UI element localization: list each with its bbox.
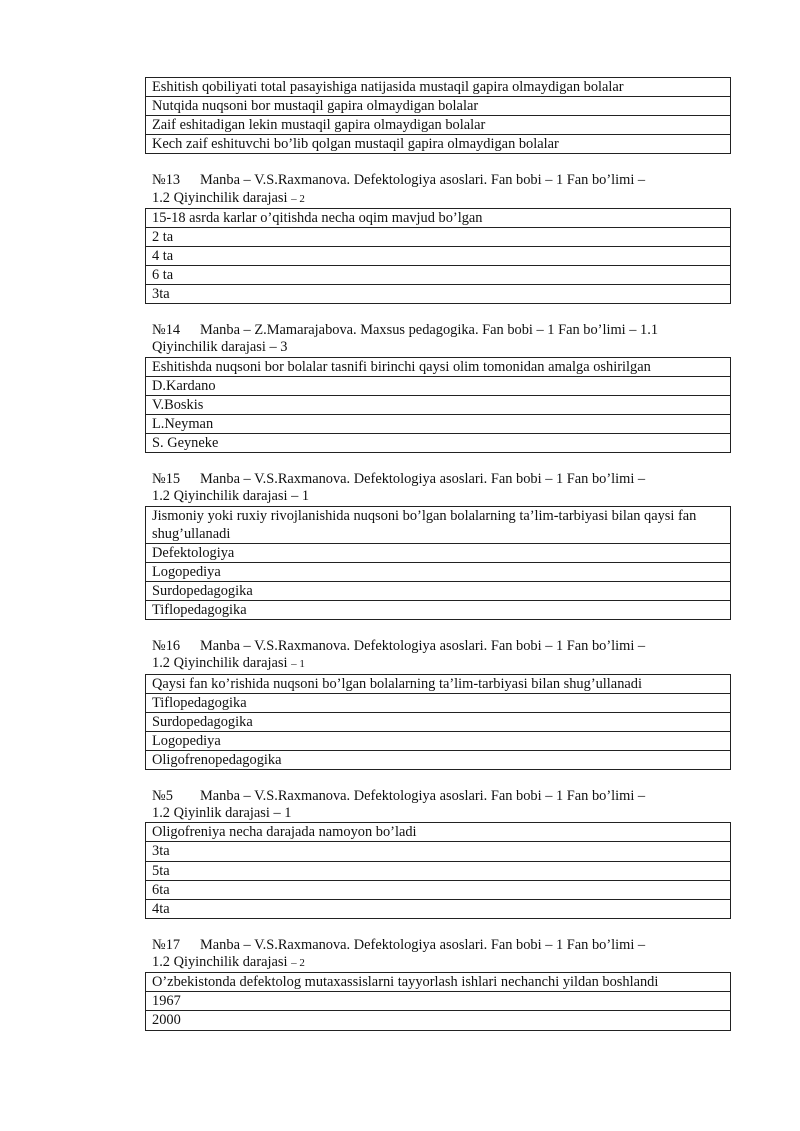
option-cell: L.Neyman: [146, 414, 731, 433]
question-table: [145, 506, 731, 621]
table-row: [146, 285, 731, 304]
table-row: [146, 581, 731, 600]
question-number: №14: [152, 322, 181, 339]
option-cell: 6 ta: [146, 266, 731, 285]
question-source: Manba – V.S.Raxmanova. Defektologiya asoslari. Fan bobi – 1 Fan bo’limi –: [200, 936, 646, 953]
option-cell: 2 ta: [146, 227, 731, 246]
option-cell: 3ta: [146, 842, 731, 861]
table-row: [146, 712, 731, 731]
question-header: [145, 172, 731, 207]
option-cell: Tiflopedagogika: [146, 601, 731, 620]
question-header: [145, 788, 731, 822]
question-table: [145, 674, 731, 770]
difficulty-level: – 2: [291, 957, 305, 970]
question-source-line2: 1.2 Qiyinchilik darajasi: [152, 655, 288, 672]
table-row: [146, 414, 731, 433]
option-cell: Surdopedagogika: [146, 712, 731, 731]
table-row: [146, 823, 731, 842]
table-row: [146, 543, 731, 562]
question-table: [145, 208, 731, 304]
question-header: [145, 322, 731, 356]
option-cell: Defektologiya: [146, 543, 731, 562]
question-text: O’zbekistonda defektolog mutaxassislarni tayyorlash ishlari nechanchi yildan boshlandi: [146, 973, 731, 992]
question-number: №16: [152, 638, 181, 655]
answer-table-continued: [145, 77, 731, 154]
option-cell: Kech zaif eshituvchi bo’lib qolgan mustaqil gapira olmaydigan bolalar: [146, 135, 731, 154]
table-row: [146, 227, 731, 246]
question-header: [145, 638, 731, 673]
table-row: [146, 899, 731, 918]
option-cell: Tiflopedagogika: [146, 693, 731, 712]
table-row: [146, 693, 731, 712]
option-cell: 2000: [146, 1011, 731, 1030]
option-cell: Logopediya: [146, 562, 731, 581]
table-row: [146, 880, 731, 899]
question-table: [145, 972, 731, 1030]
option-cell: Zaif eshitadigan lekin mustaqil gapira olmaydigan bolalar: [146, 116, 731, 135]
option-cell: 6ta: [146, 880, 731, 899]
question-source-line2: 1.2 Qiyinchilik darajasi: [152, 954, 288, 971]
option-cell: 5ta: [146, 861, 731, 880]
option-cell: Eshitish qobiliyati total pasayishiga natijasida mustaqil gapira olmaydigan bolalar: [146, 78, 731, 97]
difficulty-level: – 1: [291, 658, 305, 671]
table-row: [146, 842, 731, 861]
option-cell: Oligofrenopedagogika: [146, 750, 731, 769]
question-source: Manba – V.S.Raxmanova. Defektologiya asoslari. Fan bobi – 1 Fan bo’limi –: [200, 638, 646, 655]
question-source-line2: 1.2 Qiyinchilik darajasi – 1: [152, 488, 310, 505]
difficulty-level: – 2: [291, 192, 305, 205]
question-header: [145, 937, 731, 972]
option-cell: 4 ta: [146, 246, 731, 265]
question-text: Eshitishda nuqsoni bor bolalar tasnifi birinchi qaysi olim tomonidan amalga oshirilgan: [146, 357, 731, 376]
table-row: [146, 731, 731, 750]
option-cell: D.Kardano: [146, 376, 731, 395]
table-row: [146, 376, 731, 395]
question-source: Manba – V.S.Raxmanova. Defektologiya asoslari. Fan bobi – 1 Fan bo’limi –: [200, 471, 646, 488]
option-cell: 3ta: [146, 285, 731, 304]
question-number: №13: [152, 172, 181, 189]
table-row: [146, 208, 731, 227]
table-row: [146, 750, 731, 769]
table-row: [146, 246, 731, 265]
question-number: №15: [152, 471, 181, 488]
question-number: №5: [152, 787, 173, 804]
table-row: [146, 1011, 731, 1030]
table-row: [146, 434, 731, 453]
table-row: [146, 78, 731, 97]
table-row: [146, 395, 731, 414]
question-source-line2: 1.2 Qiyinchilik darajasi: [152, 189, 288, 206]
table-row: [146, 992, 731, 1011]
option-cell: 4ta: [146, 899, 731, 918]
option-cell: Surdopedagogika: [146, 581, 731, 600]
question-text: Jismoniy yoki ruxiy rivojlanishida nuqsoni bo’lgan bolalarning ta’lim-tarbiyasi bilan qaysi fan shug’ullanadi: [146, 506, 731, 543]
option-cell: Nutqida nuqsoni bor mustaqil gapira olmaydigan bolalar: [146, 97, 731, 116]
question-source-line2: 1.2 Qiyinlik darajasi – 1: [152, 805, 292, 822]
question-source: Manba – Z.Mamarajabova. Maxsus pedagogika. Fan bobi – 1 Fan bo’limi – 1.1: [200, 322, 659, 339]
table-row: [146, 674, 731, 693]
option-cell: 1967: [146, 992, 731, 1011]
table-row: [146, 357, 731, 376]
question-table: [145, 357, 731, 453]
table-row: [146, 601, 731, 620]
question-text: Qaysi fan ko’rishida nuqsoni bo’lgan bolalarning ta’lim-tarbiyasi bilan shug’ullanadi: [146, 674, 731, 693]
option-cell: S. Geyneke: [146, 434, 731, 453]
table-row: [146, 135, 731, 154]
table-row: [146, 973, 731, 992]
table-row: [146, 861, 731, 880]
table-row: [146, 506, 731, 543]
question-number: №17: [152, 936, 181, 953]
table-row: [146, 97, 731, 116]
table-row: [146, 562, 731, 581]
question-source: Manba – V.S.Raxmanova. Defektologiya asoslari. Fan bobi – 1 Fan bo’limi –: [200, 787, 646, 804]
table-row: [146, 266, 731, 285]
question-source-line2: Qiyinchilik darajasi – 3: [152, 339, 288, 356]
table-row: [146, 116, 731, 135]
question-text: Oligofreniya necha darajada namoyon bo’ladi: [146, 823, 731, 842]
question-text: 15-18 asrda karlar o’qitishda necha oqim mavjud bo’lgan: [146, 208, 731, 227]
question-header: [145, 471, 731, 505]
option-cell: Logopediya: [146, 731, 731, 750]
question-table: [145, 822, 731, 918]
page-content: [145, 77, 731, 1031]
question-source: Manba – V.S.Raxmanova. Defektologiya asoslari. Fan bobi – 1 Fan bo’limi –: [200, 172, 646, 189]
option-cell: V.Boskis: [146, 395, 731, 414]
